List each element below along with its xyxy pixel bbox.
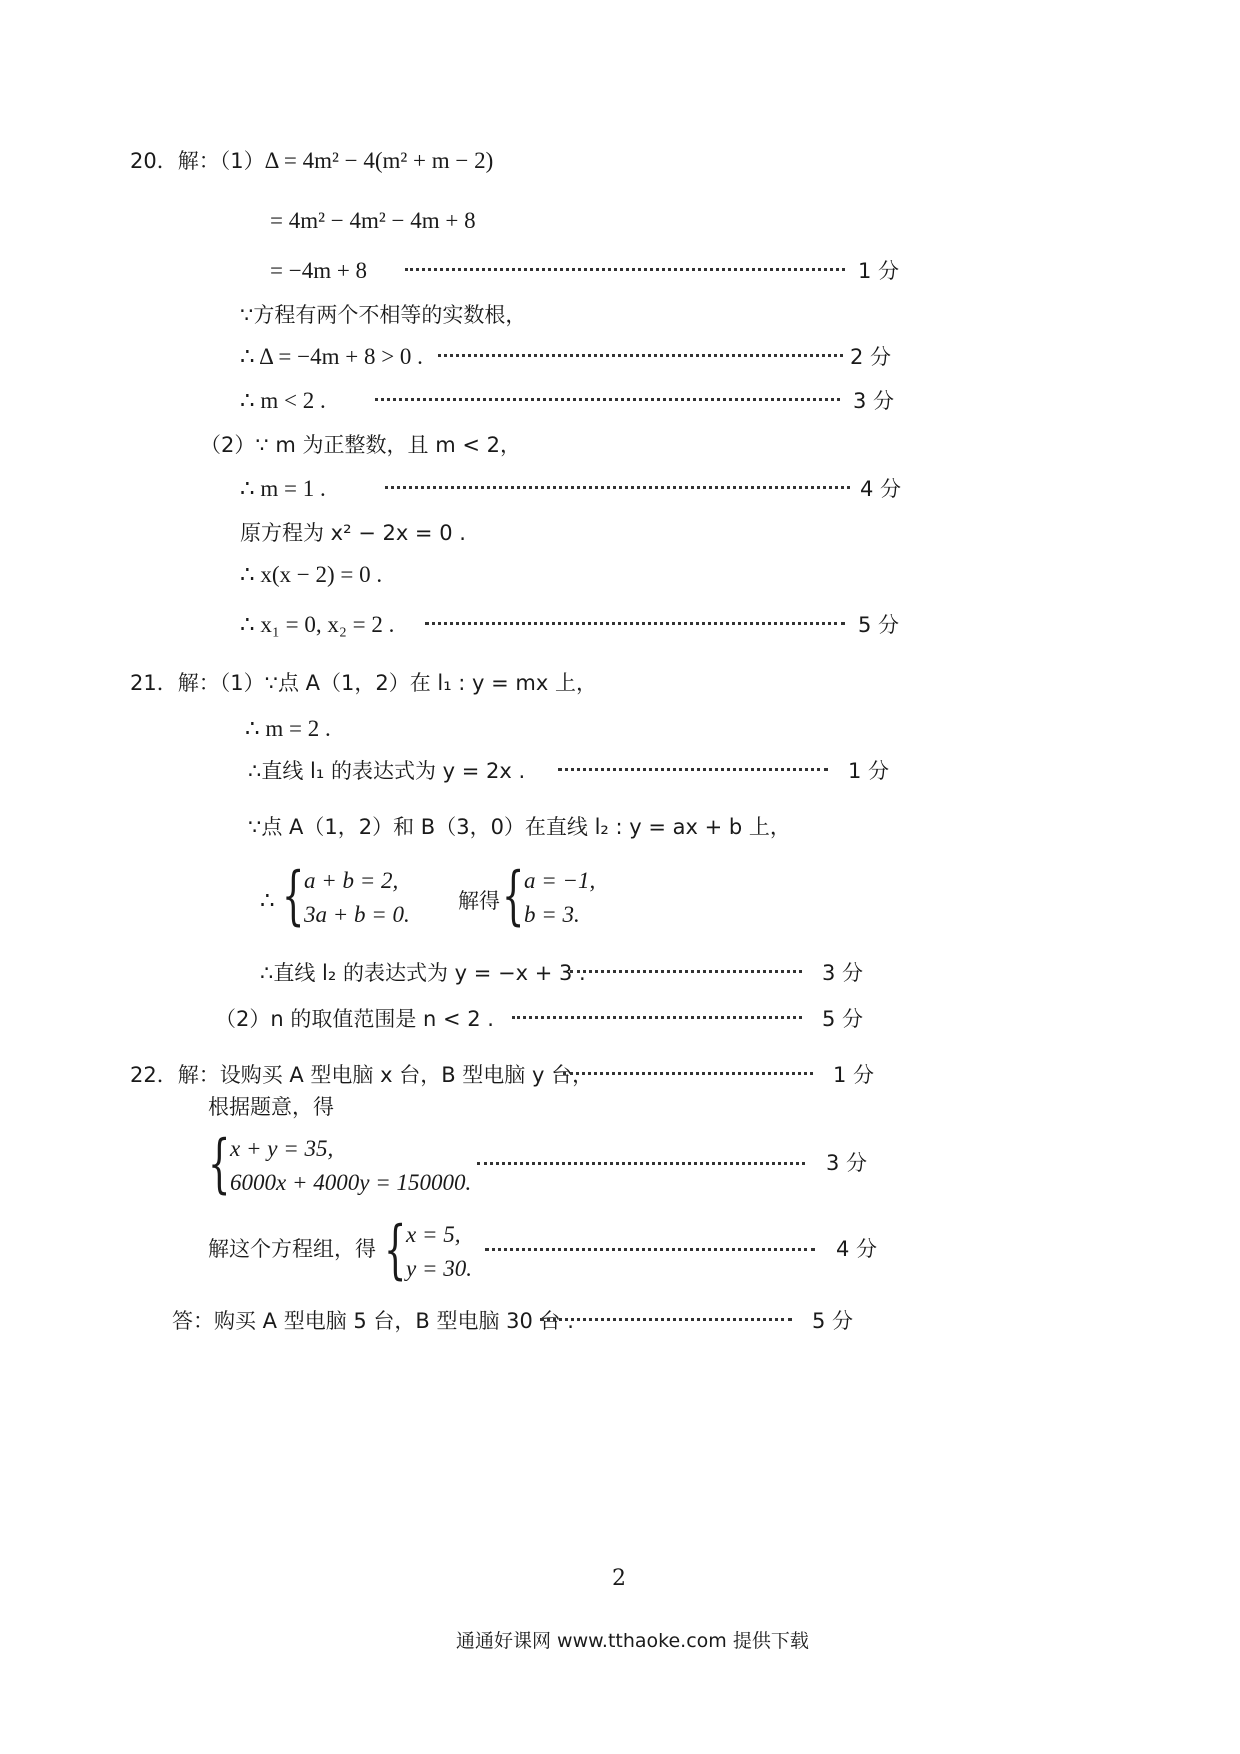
system-line: b = 3. <box>524 902 580 927</box>
dot-leader <box>438 354 843 357</box>
dot-leader <box>558 768 828 771</box>
q22-head: 22．解：设购买 A 型电脑 x 台，B 型电脑 y 台， <box>130 1063 594 1087</box>
system-line: x = 5, <box>406 1222 461 1247</box>
footer-credit: 通通好课网 www.tthaoke.com 提供下载 <box>456 1630 809 1652</box>
q21-score-3: 5 分 <box>822 1007 864 1031</box>
q20-eq4: ∴ Δ = −4m + 8 > 0 . <box>240 344 423 369</box>
q20-score-1: 1 分 <box>858 259 900 283</box>
q20-reason: ∵方程有两个不相等的实数根， <box>240 303 527 327</box>
page-number: 2 <box>612 1566 626 1591</box>
q21-score-2: 3 分 <box>822 961 864 985</box>
q22-answer: 答：购买 A 型电脑 5 台，B 型电脑 30 台 . <box>172 1309 574 1333</box>
q20-part2: （2）∵ m 为正整数，且 m < 2， <box>200 433 521 457</box>
q20-eq5: ∴ m < 2 . <box>240 388 326 413</box>
therefore-symbol: ∴ <box>260 888 275 913</box>
q22-line1: 根据题意，得 <box>208 1095 334 1119</box>
q21-eq3: ∵点 A（1，2）和 B（3，0）在直线 l₂ : y = ax + b 上， <box>248 815 791 839</box>
q21-eq2: ∴直线 l₁ 的表达式为 y = 2x . <box>248 759 526 783</box>
dot-leader <box>385 486 850 489</box>
q20-score-2: 2 分 <box>850 345 892 369</box>
q20-eq2: = 4m² − 4m² − 4m + 8 <box>270 208 476 233</box>
q21-eq4: ∴直线 l₂ 的表达式为 y = −x + 3 . <box>260 961 586 985</box>
q21-solve-label: 解得 <box>458 889 500 913</box>
dot-leader <box>570 970 802 973</box>
dot-leader <box>485 1248 815 1251</box>
q21-score-1: 1 分 <box>848 759 890 783</box>
system-line: a = −1, <box>524 868 596 893</box>
dot-leader <box>477 1162 805 1165</box>
q20-score-5: 5 分 <box>858 613 900 637</box>
brace: { <box>384 1213 407 1287</box>
q20-eq9: ∴ x₁ = 0, x₂ = 2 . <box>240 612 395 637</box>
q21-head: 21．解：（1）∵点 A（1，2）在 l₁ : y = mx 上， <box>130 671 597 695</box>
q22-score-4: 5 分 <box>812 1309 854 1333</box>
q22-score-1: 1 分 <box>833 1063 875 1087</box>
q22-solve-label: 解这个方程组，得 <box>208 1237 376 1261</box>
q20-score-3: 3 分 <box>853 389 895 413</box>
brace: { <box>502 859 525 933</box>
system-line: 3a + b = 0. <box>304 902 410 927</box>
brace: { <box>282 859 305 933</box>
dot-leader <box>375 398 840 401</box>
dot-leader <box>425 622 845 625</box>
brace: { <box>208 1127 231 1201</box>
system-line: 6000x + 4000y = 150000. <box>230 1170 472 1195</box>
system-line: y = 30. <box>406 1256 472 1281</box>
dot-leader <box>512 1016 802 1019</box>
q20-eq8: ∴ x(x − 2) = 0 . <box>240 562 383 587</box>
q20-head <box>130 146 493 176</box>
q20-label: 20．解：（1） <box>130 149 265 173</box>
system-line: x + y = 35, <box>230 1136 334 1161</box>
q21-eq1: ∴ m = 2 . <box>245 716 331 741</box>
q20-eq1: Δ = 4m² − 4(m² + m − 2) <box>264 148 494 173</box>
system-line: a + b = 2, <box>304 868 399 893</box>
q22-score-3: 4 分 <box>836 1237 878 1261</box>
q21-part2: （2）n 的取值范围是 n < 2 . <box>215 1007 494 1031</box>
q20-eq3: = −4m + 8 <box>270 258 368 283</box>
q20-eq7: 原方程为 x² − 2x = 0 . <box>240 521 466 545</box>
dot-leader <box>405 268 845 271</box>
q20-score-4: 4 分 <box>860 477 902 501</box>
dot-leader <box>540 1318 792 1321</box>
q22-score-2: 3 分 <box>826 1151 868 1175</box>
dot-leader <box>563 1072 813 1075</box>
q20-eq6: ∴ m = 1 . <box>240 476 326 501</box>
